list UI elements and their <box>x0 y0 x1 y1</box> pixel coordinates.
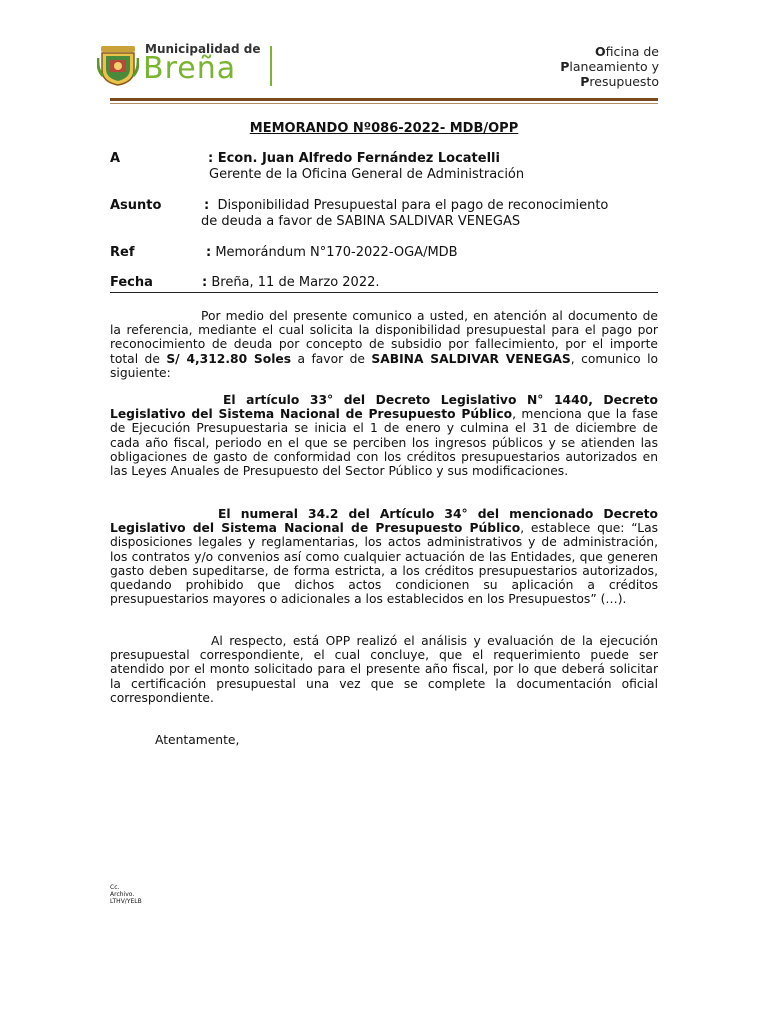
recipient-name: : Econ. Juan Alfredo Fernández Locatelli <box>208 151 500 166</box>
date-label: Fecha <box>110 275 153 290</box>
header-rule-thick <box>110 98 658 101</box>
reference-colon: : <box>206 245 212 260</box>
paragraph-article-33: El artículo 33° del Decreto Legislativo N° 1440, Decreto Legislativo del Sistema Nacional de Presupuesto Público, menciona que la fase de Ejecución Presupuestaria se inicia el 1 de enero y culmina el 31 de diciembre de cada año fiscal, periodo en el que se perciben los ingresos públicos y se atienden las obligaciones de gasto de conformidad con los créditos presupuestarios autorizados en las Leyes Anuales de Presupuesto del Sector Público y sus modificaciones. <box>110 393 658 479</box>
header-rule-thin <box>110 103 658 104</box>
header-separator <box>110 292 658 293</box>
reference-label: Ref <box>110 245 135 260</box>
subject-label: Asunto <box>110 198 162 213</box>
date-value: Breña, 11 de Marzo 2022. <box>211 275 380 290</box>
municipality-logo <box>95 40 285 88</box>
date-colon: : <box>202 275 208 290</box>
subject-line-1: Disponibilidad Presupuestal para el pago de reconocimiento <box>217 198 609 213</box>
copy-notation: Cc. Archivo. LTHV/YELB <box>110 884 142 905</box>
office-line-2: Planeamiento y <box>560 59 659 74</box>
date-row <box>110 275 380 290</box>
amount: S/ 4,312.80 Soles <box>166 351 292 366</box>
logo-name: Breña <box>143 51 237 86</box>
recipient-role: Gerente de la Oficina General de Administración <box>209 167 525 182</box>
logo-subtitle: Municipalidad de <box>145 42 261 56</box>
beneficiary-name: SABINA SALDIVAR VENEGAS <box>371 351 571 366</box>
paragraph-intro: Por medio del presente comunico a usted, en atención al documento de la referencia, mediante el cual solicita la disponibilidad presupuestal para el pago por reconocimiento de deuda por concepto de subsidio por fallecimiento, por el importe total de S/ 4,312.80 Soles a favor de SABINA SALDIVAR VENEGAS, comunico lo siguiente: <box>110 309 659 380</box>
coat-of-arms-icon <box>97 44 139 86</box>
office-name <box>560 44 659 89</box>
closing: Atentamente, <box>155 733 240 747</box>
subject-colon: : <box>204 198 210 213</box>
recipient-label: A <box>110 151 121 166</box>
office-line-1: Oficina de <box>594 44 659 59</box>
recipient-row <box>110 151 500 166</box>
reference-row <box>110 245 458 260</box>
letterhead <box>95 38 659 92</box>
logo-divider <box>270 46 272 86</box>
subject-row <box>110 198 608 213</box>
office-line-3: Presupuesto <box>580 74 659 89</box>
subject-line-2: de deuda a favor de SABINA SALDIVAR VENEGAS <box>201 214 521 229</box>
paragraph-conclusion: Al respecto, está OPP realizó el análisis y evaluación de la ejecución presupuestal correspondiente, el cual concluye, que el requerimiento puede ser atendido por el monto solicitado para el presente año fiscal, por lo que deberá solicitar la certificación presupuestal una vez que se complete la documentación oficial correspondiente. <box>110 634 658 705</box>
reference-value: Memorándum N°170-2022-OGA/MDB <box>215 245 458 260</box>
memo-title: MEMORANDO Nº086-2022- MDB/OPP <box>249 121 519 136</box>
paragraph-article-34: El numeral 34.2 del Artículo 34° del mencionado Decreto Legislativo del Sistema Nacional de Presupuesto Público, establece que: “Las disposiciones legales y reglamentarias, los actos administrativos y de administración, los contratos y/o convenios así como cualquier actuación de las Entidades, que generen gasto deben supeditarse, de forma estricta, a los créditos presupuestarios autorizados, quedando prohibido que dichos actos condicionen su aplicación a créditos presupuestarios mayores o adicionales a los establecidos en los Presupuestos” (…). <box>110 507 659 607</box>
